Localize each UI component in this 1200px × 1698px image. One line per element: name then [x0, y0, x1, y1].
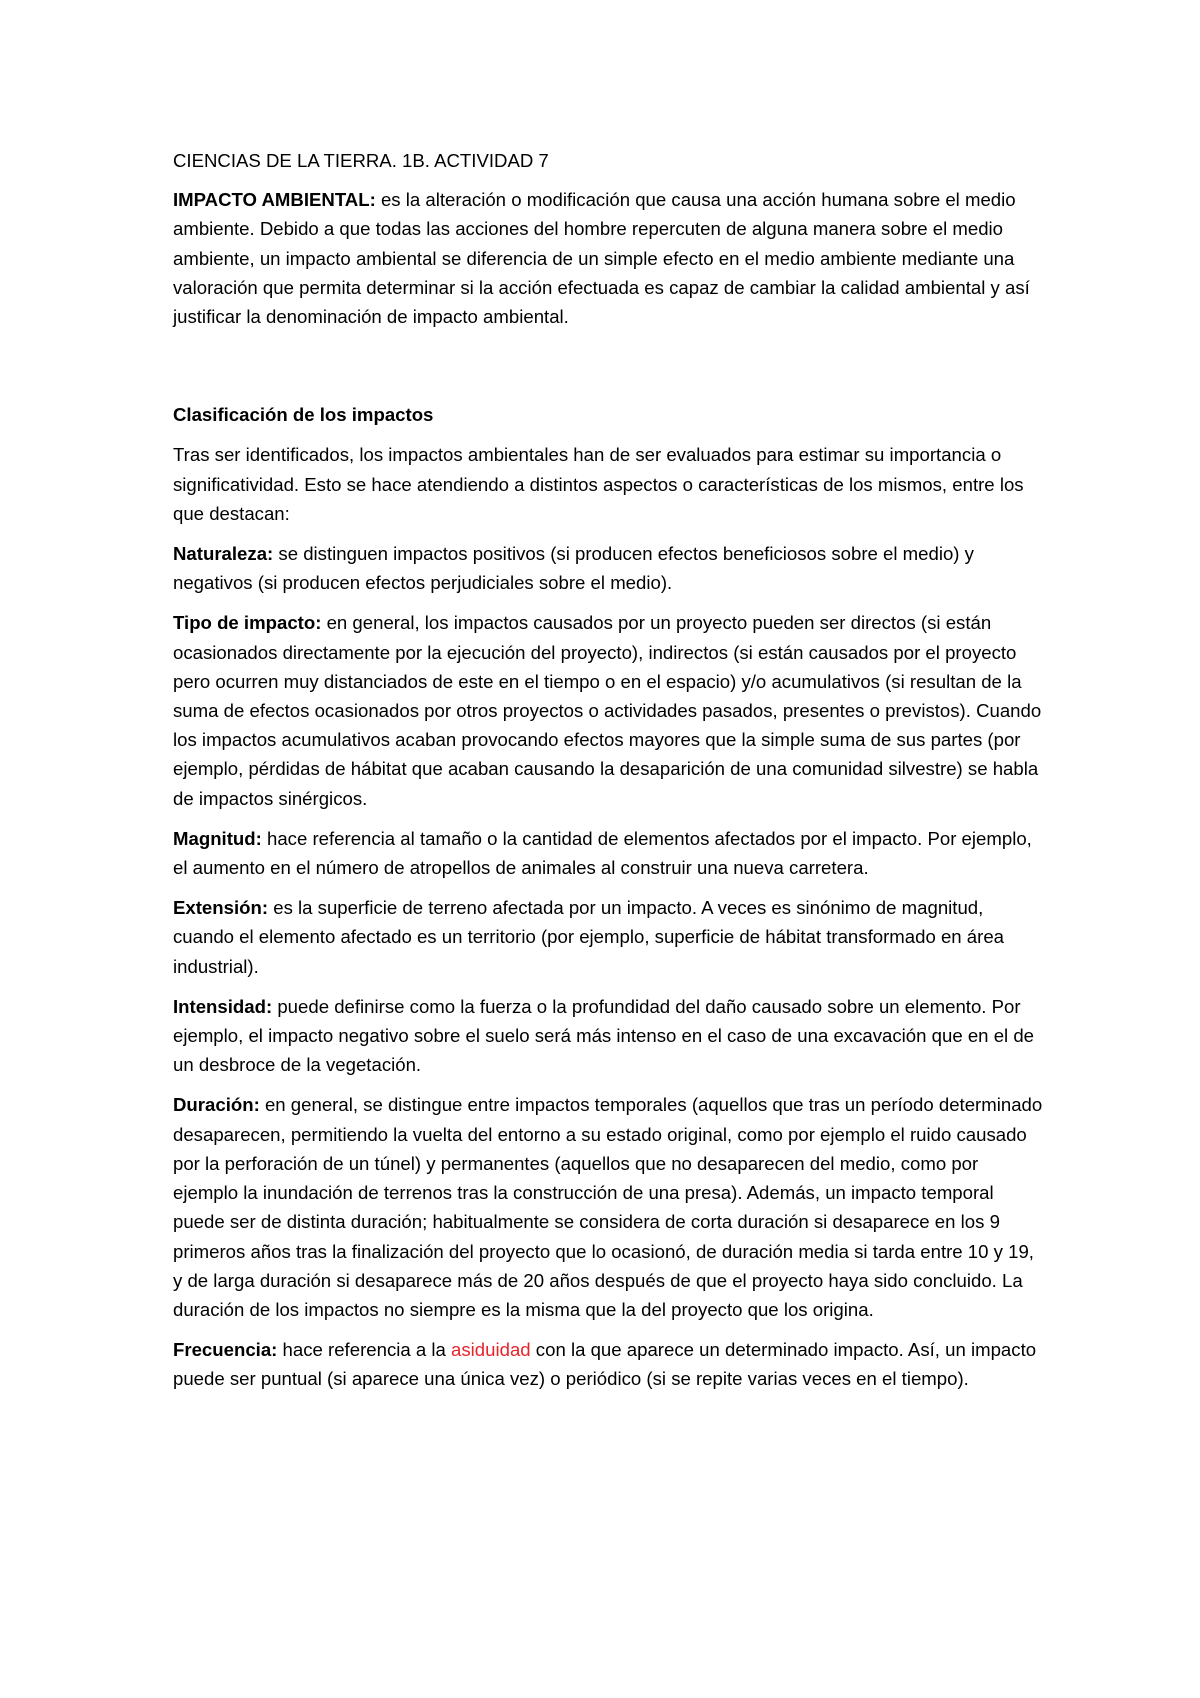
paragraph-duracion — [173, 1090, 1043, 1324]
term-tipo-de-impacto: Tipo de impacto: — [173, 612, 322, 634]
text-magnitud: hace referencia al tamaño o la cantidad de elementos afectados por el impacto. Por ejemplo, el aumento en el número de atropellos de animales al construir una nueva carretera. — [173, 827, 1032, 879]
text-naturaleza: se distinguen impactos positivos (si producen efectos beneficiosos sobre el medio) y negativos (si producen efectos perjudiciales sobre el medio). — [173, 543, 974, 594]
text-duracion: en general, se distingue entre impactos temporales (aquellos que tras un período determinado desaparecen, permitiendo la vuelta del entorno a su estado original, como por ejemplo el ruido causado por la perforación de un túnel) y permanentes (aquellos que no desaparecen del medio, como por ejemplo la inundación de terrenos tras la construcción de una presa). Además, un impacto temporal puede ser de distinta duración; habitualmente se considera de corta duración si desaparece en los 9 primeros años tras la finalización del proyecto que lo ocasionó, de duración media si tarda entre 10 y 19, y de larga duración si desaparece más de 20 años después de que el proyecto haya sido concluido. La duración de los impactos no siempre es la misma que la del proyecto que los origina. — [173, 1094, 1043, 1320]
paragraph-extension — [173, 893, 1043, 981]
term-magnitud: Magnitud: — [173, 827, 262, 849]
paragraph-tipo-de-impacto — [173, 608, 1043, 812]
text-tipo-de-impacto: en general, los impactos causados por un proyecto pueden ser directos (si están ocasionados directamente por la ejecución del proyecto), indirectos (si están causados por el proyecto pero ocurren muy distanciados de este en el tiempo o en el espacio) y/o acumulativos (si resultan de la suma de efectos ocasionados por otros proyectos o actividades pasados, presentes o previstos). Cuando los impactos acumulativos acaban provocando efectos mayores que la simple suma de sus partes (por ejemplo, pérdidas de hábitat que acaban causando la desaparición de una comunidad silvestre) se habla de impactos sinérgicos. — [173, 612, 1042, 809]
paragraph-intensidad — [173, 992, 1043, 1080]
term-intensidad: Intensidad: — [173, 995, 273, 1017]
term-naturaleza: Naturaleza: — [173, 543, 274, 565]
text-frecuencia-before: hace referencia a la — [277, 1339, 452, 1361]
term-frecuencia: Frecuencia: — [173, 1339, 278, 1361]
highlighted-word: asiduidad — [451, 1339, 531, 1361]
text-intensidad: puede definirse como la fuerza o la profundidad del daño causado sobre un elemento. Por ejemplo, el impacto negativo sobre el suelo será más intenso en el caso de una excavación que en el de un desbroce de la vegetación. — [173, 995, 1035, 1076]
paragraph-magnitud — [173, 824, 1043, 882]
section-heading: Clasificación de los impactos — [173, 404, 434, 426]
term-duracion: Duración: — [173, 1094, 260, 1116]
paragraph-impacto-ambiental — [173, 185, 1043, 331]
term-impacto-ambiental: IMPACTO AMBIENTAL: — [173, 189, 376, 211]
text-extension: es la superficie de terreno afectada por un impacto. A veces es sinónimo de magnitud, cuando el elemento afectado es un territorio (por ejemplo, superficie de hábitat transformado en área industrial). — [173, 897, 1005, 977]
document-page — [173, 146, 1043, 1405]
paragraph-frecuencia — [173, 1335, 1043, 1393]
spacer — [173, 342, 1043, 400]
text-frecuencia-after: con la que aparece un determinado impacto. Así, un impacto puede ser puntual (si aparece una única vez) o periódico (si se repite varias veces en el tiempo). — [173, 1339, 1037, 1390]
document-title: CIENCIAS DE LA TIERRA. 1B. ACTIVIDAD 7 — [173, 150, 549, 171]
term-extension: Extensión: — [173, 897, 269, 919]
section-intro: Tras ser identificados, los impactos ambientales han de ser evaluados para estimar su importancia o significatividad. Esto se hace atendiendo a distintos aspectos o características de los mismos, entre los que destacan: — [173, 444, 1024, 524]
text-impacto-ambiental: es la alteración o modificación que causa una acción humana sobre el medio ambiente. Debido a que todas las acciones del hombre repercuten de alguna manera sobre el medio ambiente, un impacto ambiental se diferencia de un simple efecto en el medio ambiente mediante una valoración que permita determinar si la acción efectuada es capaz de cambiar la calidad ambiental y así justificar la denominación de impacto ambiental. — [173, 189, 1030, 328]
paragraph-naturaleza — [173, 539, 1043, 597]
